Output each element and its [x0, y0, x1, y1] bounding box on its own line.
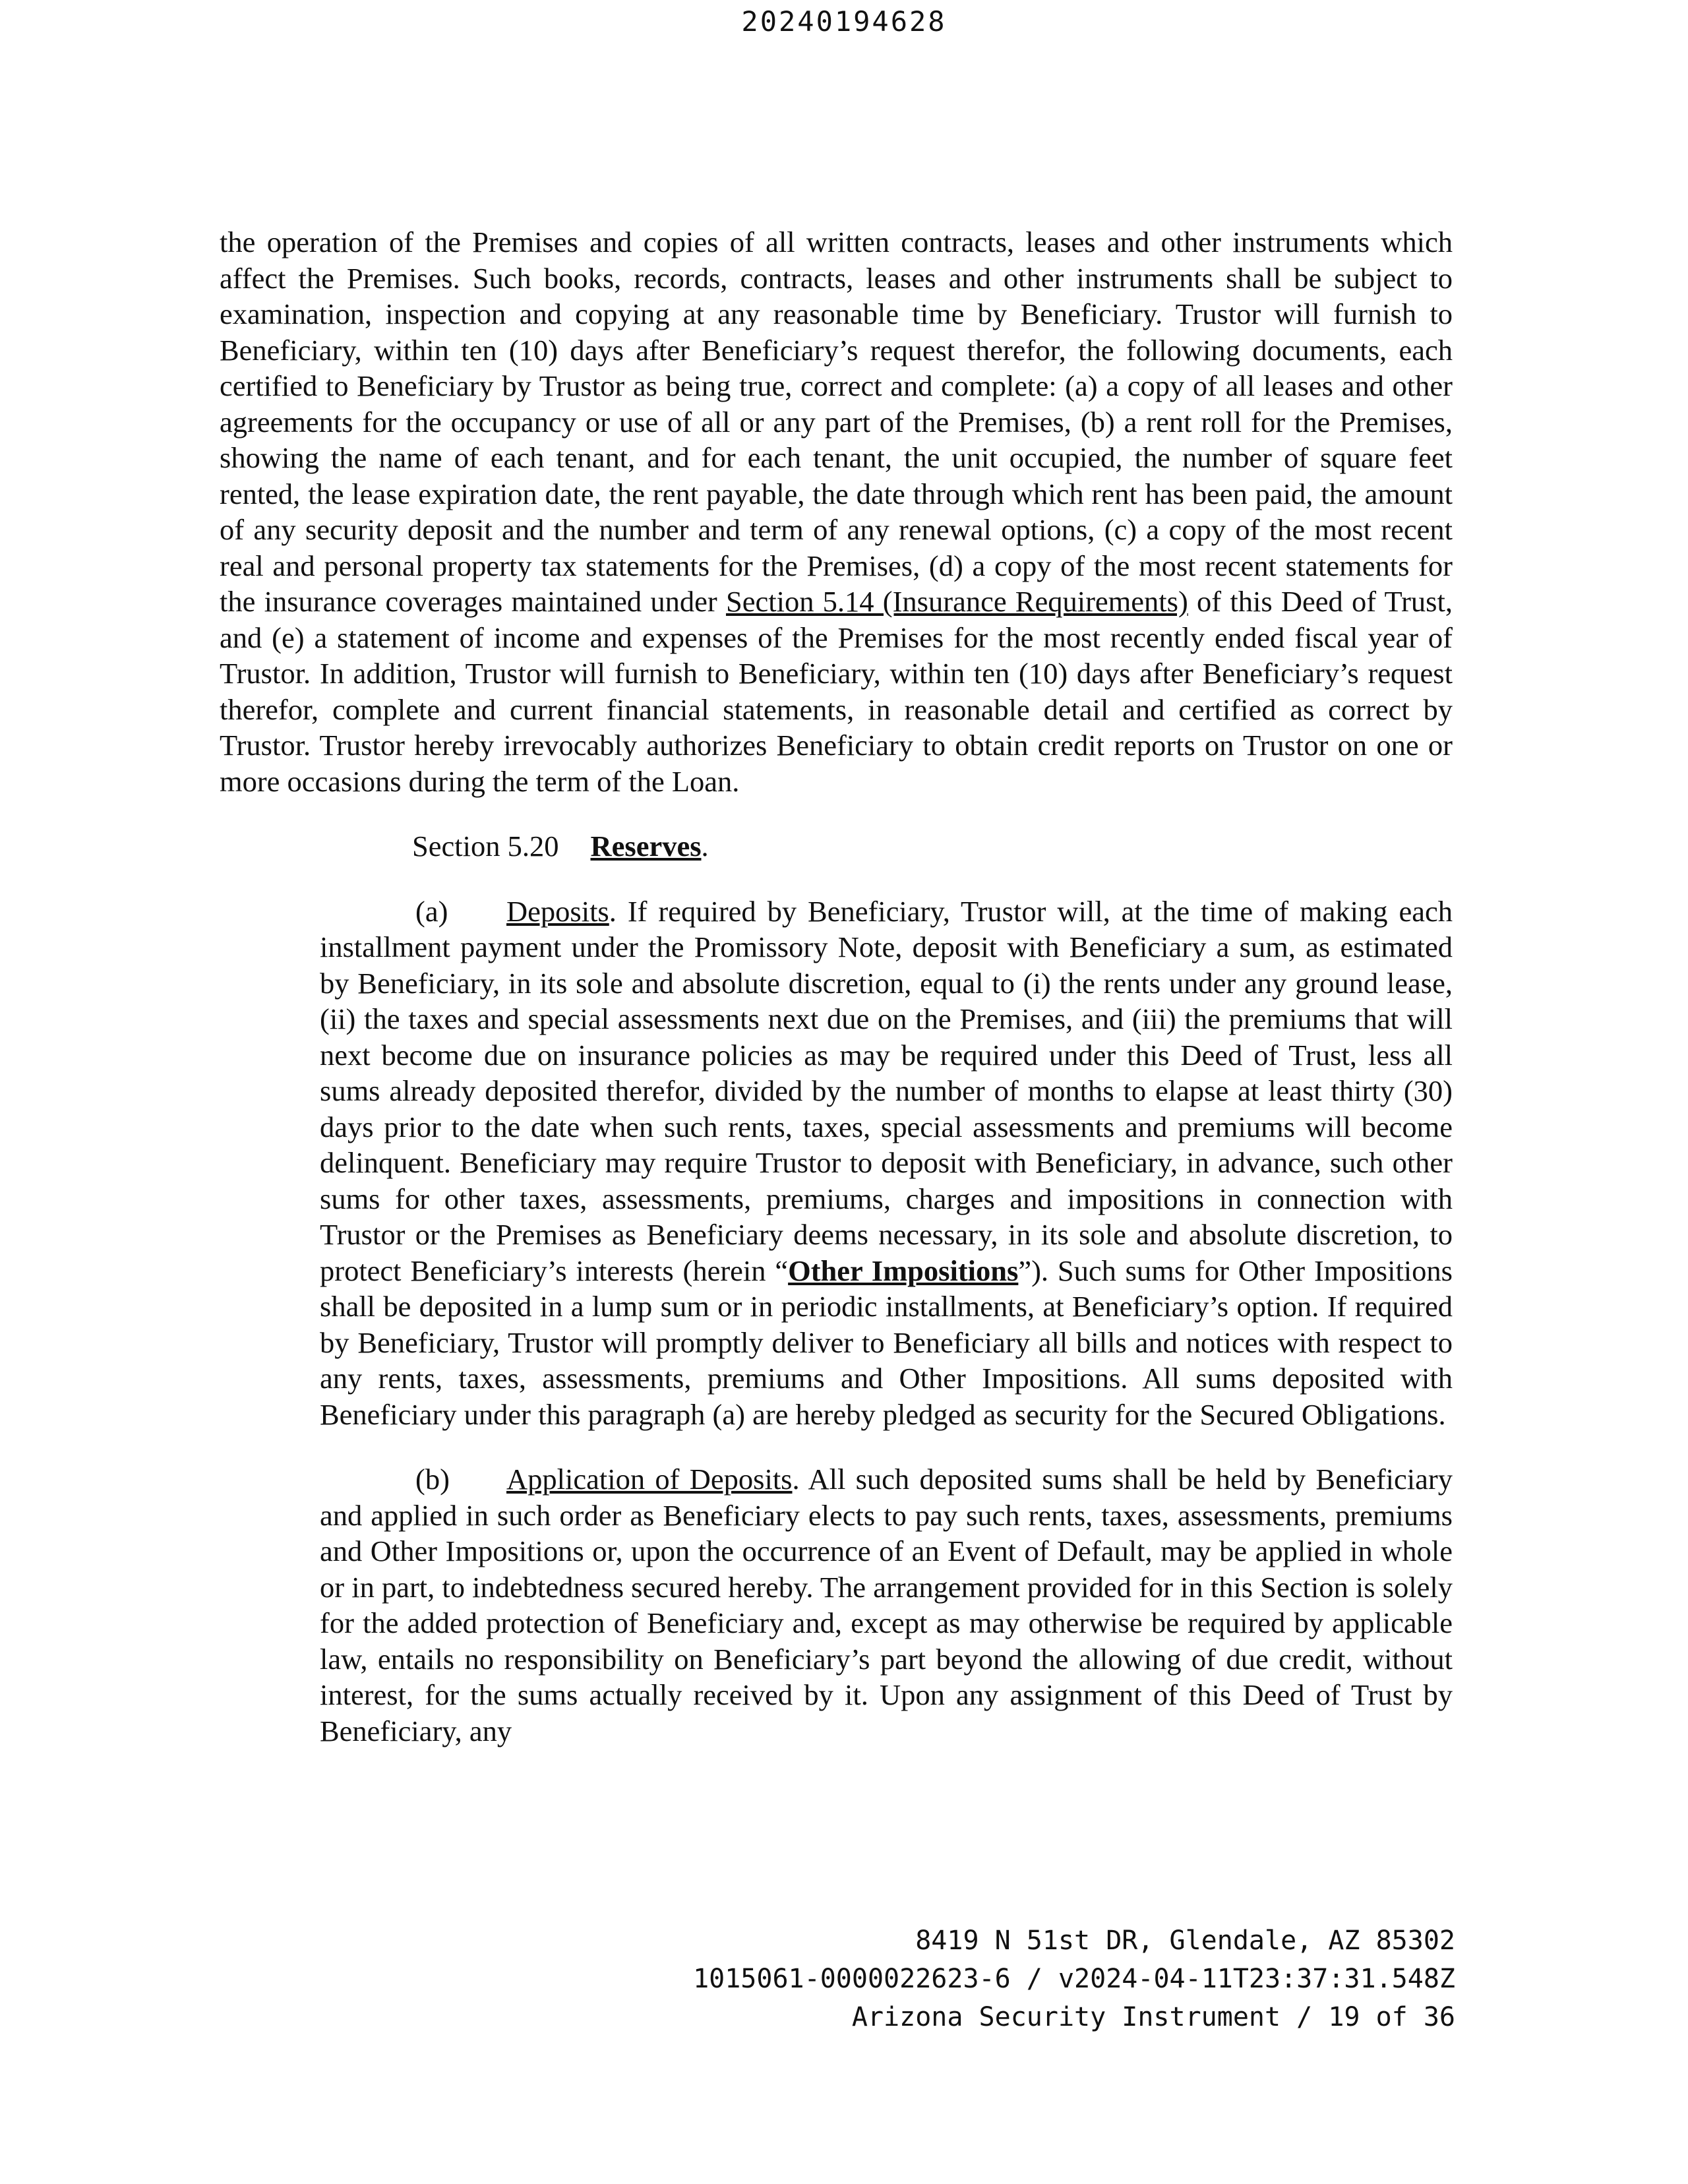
footer-address: 8419 N 51st DR, Glendale, AZ 85302 [915, 1926, 1455, 1956]
section-heading [412, 828, 1453, 864]
paragraph-b [320, 1461, 1453, 1749]
section-number: Section 5.20 [412, 830, 559, 863]
page-footer [693, 1922, 1455, 2036]
section-5-14-reference: Section 5.14 (Insurance Requirements) [725, 585, 1188, 618]
other-impositions-term: Other Impositions [788, 1254, 1019, 1287]
document-number: 20240194628 [741, 5, 947, 38]
intro-text-1: the operation of the Premises and copies of all written contracts, leases and other instruments which affect the Premises. Such books, records, contracts, leases and other instruments shall be subject to examination, inspection and copying at any reasonable time by Beneficiary. Trustor will furnish to Beneficiary, within ten (10) days after Beneficiary’s request therefor, the following documents, each certified to Beneficiary by Trustor as being true, correct and complete: (a) a copy of all leases and other agreements for the occupancy or use of all or any part of the Premises, (b) a rent roll for the Premises, showing the name of each tenant, and for each tenant, the unit occupied, the number of square feet rented, the lease expiration date, the rent payable, the date through which rent has been paid, the amount of any security deposit and the number and term of any renewal options, (c) a copy of the most recent real and personal property tax statements for the Premises, (d) a copy of the most recent statements for the insurance coverages maintained under [220, 226, 1453, 618]
section-title-suffix: . [701, 830, 709, 863]
document-body [220, 224, 1453, 1749]
intro-paragraph [220, 224, 1453, 799]
footer-page-info: Arizona Security Instrument / 19 of 36 [851, 2002, 1455, 2032]
intro-text-2: of this Deed of Trust, and (e) a statement of income and expenses of the Premises for the most recently ended fiscal year of Trustor. In addition, Trustor will furnish to Beneficiary, within ten (10) days after Beneficiary’s request therefor, complete and current financial statements, in reasonable detail and certified as correct by Trustor. Trustor hereby irrevocably authorizes Beneficiary to obtain credit reports on Trustor on one or more occasions during the term of the Loan. [220, 585, 1453, 798]
paragraph-a [320, 894, 1453, 1433]
paragraph-a-label: (a) [415, 894, 448, 928]
footer-reference: 1015061-0000022623-6 / v2024-04-11T23:37:31.548Z [693, 1964, 1455, 1994]
paragraph-b-heading: Application of Deposits [506, 1463, 793, 1496]
paragraph-a-text-1: . If required by Beneficiary, Trustor will, at the time of making each installment payment under the Promissory Note, deposit with Beneficiary a sum, as estimated by Beneficiary, in its sole and absolute discretion, equal to (i) the rents under any ground lease, (ii) the taxes and special assessments next due on the Premises, and (iii) the premiums that will next become due on insurance policies as may be required under this Deed of Trust, less all sums already deposited therefor, divided by the number of months to elapse at least thirty (30) days prior to the date when such rents, taxes, special assessments and premiums will become delinquent. Beneficiary may require Trustor to deposit with Beneficiary, in advance, such other sums for other taxes, assessments, premiums, charges and impositions in connection with Trustor or the Premises as Beneficiary deems necessary, in its sole and absolute discretion, to protect Beneficiary’s interests (herein “ [320, 894, 1453, 1287]
paragraph-a-heading: Deposits [506, 894, 609, 928]
paragraph-b-label: (b) [415, 1463, 450, 1496]
section-title: Reserves [590, 830, 702, 863]
paragraph-b-text: . All such deposited sums shall be held by Beneficiary and applied in such order as Beneficiary elects to pay such rents, taxes, assessments, premiums and Other Impositions or, upon the occurrence of an Event of Default, may be applied in whole or in part, to indebtedness secured hereby. The arrangement provided for in this Section is solely for the added protection of Beneficiary and, except as may otherwise be required by applicable law, entails no responsibility on Beneficiary’s part beyond the allowing of due credit, without interest, for the sums actually received by it. Upon any assignment of this Deed of Trust by Beneficiary, any [320, 1463, 1453, 1747]
paragraph-a-text-2: ”). Such sums for Other Impositions shall be deposited in a lump sum or in periodic installments, at Beneficiary’s option. If required by Beneficiary, Trustor will promptly deliver to Beneficiary all bills and notices with respect to any rents, taxes, assessments, premiums and Other Impositions. All sums deposited with Beneficiary under this paragraph (a) are hereby pledged as security for the Secured Obligations. [320, 1254, 1453, 1431]
